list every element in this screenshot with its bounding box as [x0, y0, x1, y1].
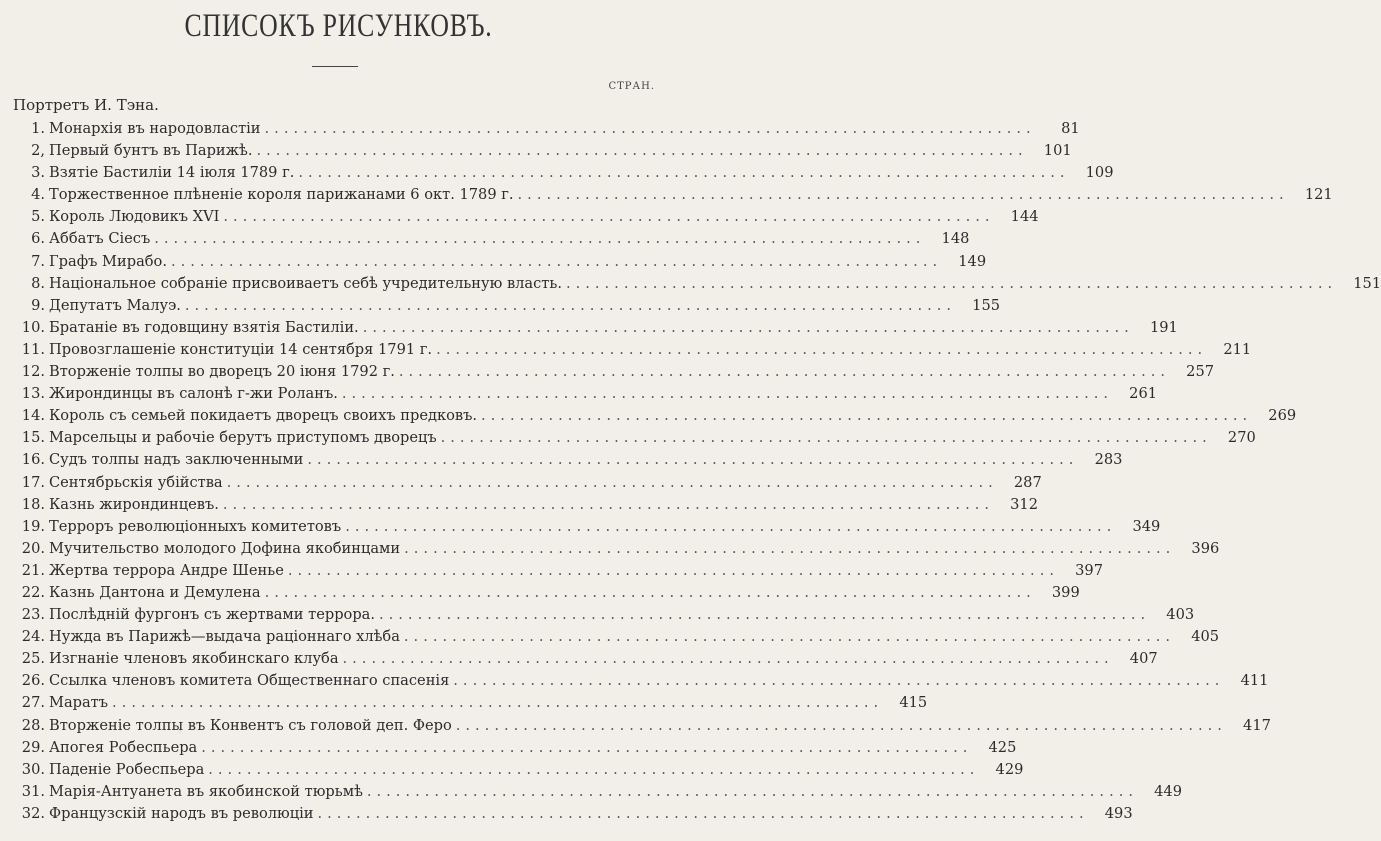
- entry-page-number: 101: [1043, 142, 1072, 160]
- entry-title: Графъ Мирабо.: [49, 252, 167, 270]
- entry-number: 29.: [21, 738, 45, 756]
- entry-page-number: 417: [1243, 716, 1271, 734]
- list-item: [12, 361, 1215, 383]
- list-item: [12, 140, 1072, 162]
- entry-title: Вторженіе толпы во дворецъ 20 іюня 1792 г.: [49, 363, 395, 381]
- list-item: [12, 295, 1001, 317]
- list-item: [12, 759, 1024, 781]
- dot-leader: ................................................................................: [404, 539, 1176, 557]
- portrait-entry: Портретъ И. Тэна.: [13, 96, 159, 114]
- entry-number: 22.: [21, 583, 45, 601]
- entry-number: 8.: [31, 274, 45, 292]
- entry-number: 20.: [21, 539, 45, 557]
- dot-leader: ................................................................................: [366, 782, 1138, 800]
- list-item: [12, 604, 1195, 626]
- entry-page-number: 312: [1010, 495, 1038, 513]
- entry-title: Судъ толпы надъ заключенными: [49, 451, 304, 469]
- list-item: [12, 472, 1042, 494]
- dot-leader: ................................................................................: [184, 296, 957, 314]
- entry-page-number: 211: [1223, 340, 1252, 358]
- entry-title: Національное собраніе присвоиваетъ себѣ учредительную власть.: [49, 274, 562, 292]
- entry-number: 28.: [21, 716, 45, 734]
- entry-title: Мучительство молодого Дофина якобинцами: [49, 539, 401, 557]
- entry-number: 18.: [21, 495, 45, 513]
- entry-title: Вторженіе толпы въ Конвентъ съ головой деп. Феро: [49, 716, 452, 734]
- entry-title: Терроръ революціонныхъ комитетовъ: [49, 517, 342, 535]
- entry-title: Казнь жирондинцевъ.: [49, 495, 219, 513]
- list-item: [12, 273, 1381, 295]
- dot-leader: ................................................................................: [481, 407, 1253, 425]
- list-item: [12, 118, 1080, 140]
- entry-number: 26.: [21, 672, 45, 690]
- page-title: СПИСОКЪ РИСУНКОВЪ.: [184, 8, 493, 44]
- entry-number: 16.: [21, 451, 45, 469]
- entry-page-number: 407: [1129, 650, 1158, 668]
- title-divider: [312, 66, 358, 67]
- entry-page-number: 155: [972, 296, 1001, 314]
- entry-number: 27.: [21, 694, 45, 712]
- entry-page-number: 411: [1240, 672, 1269, 690]
- entry-page-number: 270: [1227, 429, 1256, 447]
- entry-page-number: 425: [988, 738, 1017, 756]
- page-column-header: СТРАН.: [608, 81, 655, 92]
- entry-title: Взятіе Бастиліи 14 іюля 1789 г.: [49, 164, 295, 182]
- entry-number: 14.: [21, 407, 45, 425]
- entry-page-number: 403: [1166, 606, 1195, 624]
- entry-number: 31.: [21, 782, 45, 800]
- dot-leader: ................................................................................: [201, 738, 973, 756]
- entry-page-number: 349: [1132, 517, 1161, 535]
- list-item: [12, 626, 1220, 648]
- dot-leader: ................................................................................: [226, 473, 998, 491]
- entry-title: Король съ семьей покидаетъ дворецъ своихъ предковъ.: [49, 407, 478, 425]
- dot-leader: ................................................................................: [440, 429, 1212, 447]
- entry-page-number: 396: [1191, 539, 1220, 557]
- list-item: [12, 184, 1333, 206]
- dot-leader: ................................................................................: [264, 120, 1036, 137]
- list-item: [12, 582, 1080, 604]
- entry-number: 2,: [31, 142, 45, 160]
- entry-page-number: 191: [1149, 318, 1178, 336]
- list-item: [12, 228, 970, 250]
- entry-title: Нужда въ Парижѣ—выдача раціоннаго хлѣба: [49, 628, 400, 646]
- list-item: [12, 781, 1182, 803]
- entry-number: 30.: [21, 760, 45, 778]
- entry-page-number: 261: [1129, 385, 1158, 403]
- entry-page-number: 121: [1304, 186, 1333, 204]
- entry-title: Марсельцы и рабочіе берутъ приступомъ дворецъ: [49, 429, 437, 447]
- entry-number: 5.: [31, 208, 45, 226]
- dot-leader: ................................................................................: [112, 694, 884, 712]
- entry-title: Казнь Дантона и Демулена: [49, 583, 261, 601]
- list-item: [12, 715, 1271, 737]
- entry-title: Французскій народъ въ революціи: [49, 804, 314, 822]
- dot-leader: ................................................................................: [264, 583, 1036, 601]
- dot-leader: ................................................................................: [398, 363, 1171, 381]
- list-item: [12, 538, 1220, 560]
- entry-title: Депутатъ Малуэ.: [49, 296, 181, 314]
- entry-title: Маратъ: [49, 694, 109, 712]
- dot-leader: ................................................................................: [298, 164, 1070, 182]
- entry-number: 3.: [31, 164, 45, 182]
- entry-page-number: 405: [1191, 628, 1220, 646]
- entry-title: Король Людовикъ XVI: [49, 208, 220, 226]
- list-item: [12, 803, 1133, 825]
- entry-number: 24.: [21, 628, 45, 646]
- list-item: [12, 692, 928, 714]
- entry-page-number: 283: [1094, 451, 1123, 469]
- list-item: [12, 449, 1123, 471]
- entry-title: Марія-Антуанета въ якобинской тюрьмѣ: [49, 782, 363, 800]
- entry-number: 21.: [21, 561, 45, 579]
- entry-page-number: 148: [941, 230, 970, 248]
- dot-leader: ................................................................................: [565, 274, 1338, 292]
- entry-title: Торжественное плѣненіе короля парижанами 6 окт. 1789 г.: [49, 186, 514, 204]
- entry-page-number: 429: [995, 760, 1024, 778]
- entry-page-number: 149: [958, 252, 987, 270]
- entry-number: 7.: [31, 252, 45, 270]
- list-item: [12, 427, 1256, 449]
- dot-leader: ................................................................................: [222, 495, 994, 513]
- list-item: [12, 317, 1178, 339]
- entry-title: Послѣдній фургонъ съ жертвами террора.: [49, 606, 376, 624]
- entry-number: 12.: [21, 363, 45, 381]
- entry-number: 9.: [31, 296, 45, 314]
- dot-leader: ................................................................................: [307, 451, 1079, 469]
- entry-number: 32.: [21, 804, 45, 822]
- list-item: [12, 516, 1161, 538]
- list-item: [12, 251, 987, 273]
- entry-page-number: 151: [1353, 274, 1381, 292]
- dot-leader: ................................................................................: [517, 186, 1289, 204]
- entry-page-number: 493: [1104, 804, 1133, 822]
- entry-number: 4.: [31, 186, 45, 204]
- list-item: [12, 648, 1158, 670]
- dot-leader: ................................................................................: [362, 318, 1134, 336]
- entry-page-number: 449: [1154, 782, 1182, 800]
- entry-number: 6.: [31, 230, 45, 248]
- dot-leader: ................................................................................: [317, 804, 1089, 822]
- entry-title: Аббатъ Сіесъ: [49, 230, 151, 248]
- entry-page-number: 399: [1051, 583, 1080, 601]
- entry-number: 11.: [21, 340, 45, 358]
- dot-leader: ................................................................................: [208, 760, 980, 778]
- entry-number: 10.: [21, 318, 45, 336]
- entry-number: 25.: [21, 650, 45, 668]
- entry-number: 17.: [21, 473, 45, 491]
- dot-leader: ................................................................................: [341, 385, 1114, 403]
- entry-page-number: 144: [1010, 208, 1039, 226]
- entry-title: Сентябрьскія убійства: [49, 473, 223, 491]
- dot-leader: ................................................................................: [453, 672, 1225, 690]
- dot-leader: ................................................................................: [455, 716, 1227, 734]
- dot-leader: ................................................................................: [379, 606, 1151, 624]
- list-item: [12, 737, 1017, 759]
- entry-title: Апогея Робеспьера: [49, 738, 198, 756]
- entry-title: Братаніе въ годовщину взятія Бастиліи.: [49, 318, 359, 336]
- list-item: [12, 339, 1252, 361]
- entry-page-number: 397: [1075, 561, 1103, 579]
- dot-leader: ................................................................................: [436, 340, 1208, 358]
- dot-leader: ................................................................................: [256, 142, 1028, 160]
- entry-title: Провозглашеніе конституціи 14 сентября 1791 г.: [49, 340, 433, 358]
- entry-number: 23.: [21, 606, 45, 624]
- entry-title: Изгнаніе членовъ якобинскаго клуба: [49, 650, 339, 668]
- entry-title: Первый бунтъ въ Парижѣ.: [49, 142, 253, 160]
- dot-leader: ................................................................................: [287, 561, 1059, 579]
- entry-page-number: 287: [1013, 473, 1042, 491]
- entry-number: 1.: [31, 120, 45, 137]
- entry-title: Паденіе Робеспьера: [49, 760, 205, 778]
- entry-title: Жирондинцы въ салонѣ г-жи Роланъ.: [49, 385, 338, 403]
- entry-page-number: 257: [1186, 363, 1215, 381]
- dot-leader: ................................................................................: [342, 650, 1114, 668]
- entry-title: Монархія въ народовластіи: [49, 120, 261, 137]
- entry-page-number: 81: [1061, 120, 1080, 137]
- list-item: [12, 670, 1269, 692]
- list-item: [12, 162, 1114, 184]
- entry-number: 19.: [21, 517, 45, 535]
- dot-leader: ................................................................................: [170, 252, 943, 270]
- dot-leader: ................................................................................: [154, 230, 926, 248]
- illustrations-list: [12, 118, 1381, 825]
- entry-page-number: 109: [1085, 164, 1114, 182]
- entry-page-number: 269: [1268, 407, 1297, 425]
- entry-number: 13.: [21, 385, 45, 403]
- list-item: [12, 383, 1158, 405]
- dot-leader: ................................................................................: [223, 208, 995, 226]
- entry-page-number: 415: [899, 694, 928, 712]
- entry-title: Ссылка членовъ комитета Общественнаго спасенія: [49, 672, 450, 690]
- entry-number: 15.: [21, 429, 45, 447]
- list-item: [12, 206, 1039, 228]
- list-item: [12, 494, 1038, 516]
- list-item: [12, 560, 1103, 582]
- dot-leader: ................................................................................: [345, 517, 1117, 535]
- dot-leader: ................................................................................: [403, 628, 1176, 646]
- entry-title: Жертва террора Андре Шенье: [49, 561, 284, 579]
- list-item: [12, 405, 1297, 427]
